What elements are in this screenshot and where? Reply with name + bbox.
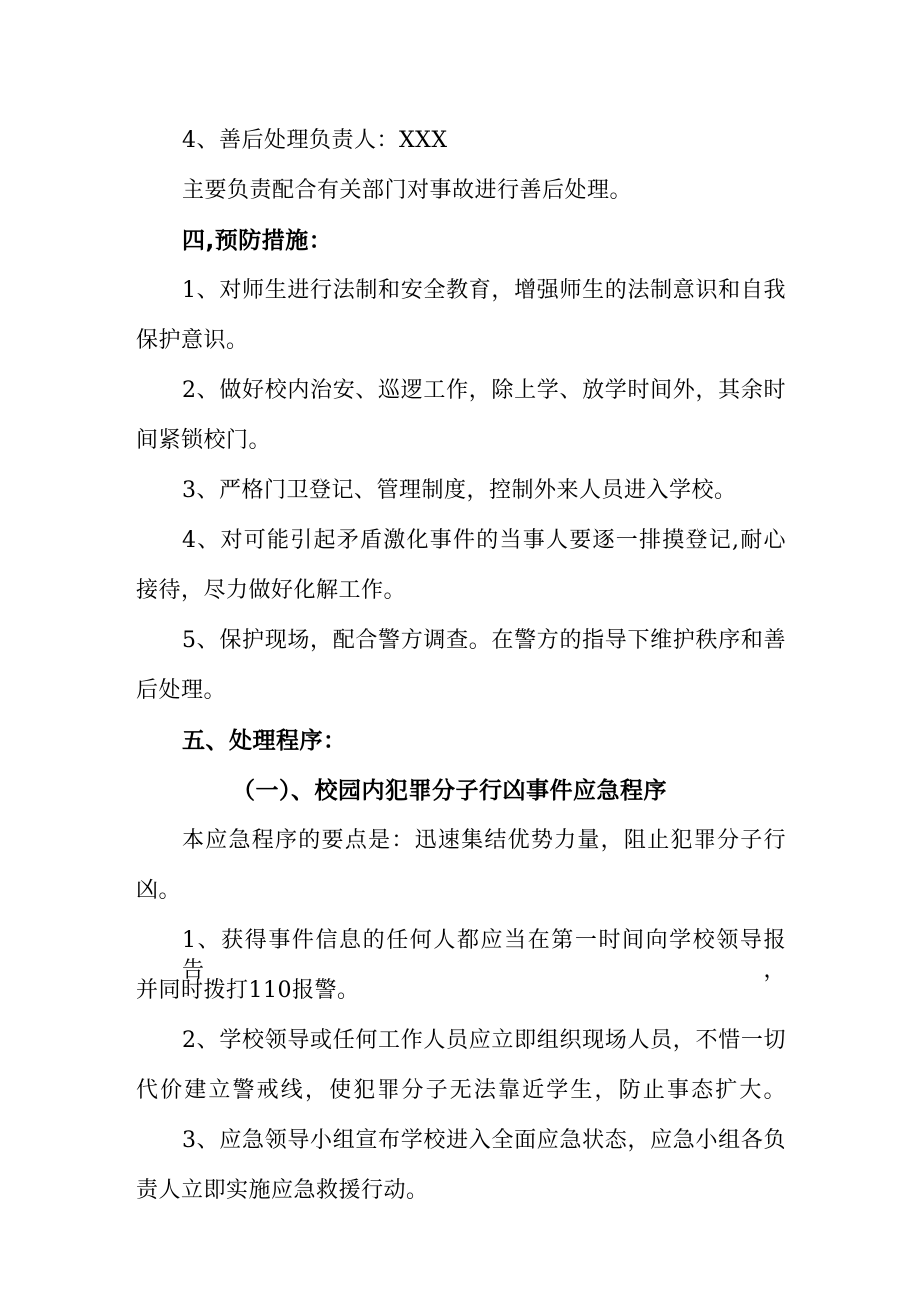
procedure-intro-line-2: 凶。 — [136, 878, 182, 903]
prevention-item-5-line-1: 5、保护现场，配合警方调查。在警方的指导下维护秩序和善 — [182, 628, 786, 653]
prevention-item-2-line-1: 2、做好校内治安、巡逻工作，除上学、放学时间外，其余时 — [182, 378, 786, 403]
section-5-heading: 五、处理程序： — [182, 728, 347, 754]
prevention-item-3-line-1: 3、严格门卫登记、管理制度，控制外来人员进入学校。 — [182, 478, 737, 503]
prevention-item-2-line-2: 间紧锁校门。 — [136, 428, 272, 453]
procedure-step-2-line-2: 代价建立警戒线，使犯罪分子无法靠近学生，防止事态扩大。 — [136, 1078, 786, 1103]
prevention-item-1-line-1: 1、对师生进行法制和安全教育，增强师生的法制意识和自我 — [182, 278, 786, 303]
procedure-step-2-line-1: 2、学校领导或任何工作人员应立即组织现场人员，不惜一切 — [182, 1028, 786, 1053]
procedure-step-1-line-2: 并同时拨打110报警。 — [136, 978, 360, 1003]
prevention-item-4-line-2: 接待，尽力做好化解工作。 — [136, 578, 407, 603]
prevention-item-4-line-1: 4、对可能引起矛盾激化事件的当事人要逐一排摸登记,耐心 — [182, 528, 786, 553]
prevention-item-1-line-2: 保护意识。 — [136, 328, 249, 353]
responsible-4-line: 4、善后处理负责人：XXX — [182, 128, 448, 153]
prevention-item-5-line-2: 后处理。 — [136, 678, 227, 703]
subsection-1-heading: （一）、校园内犯罪分子行凶事件应急程序 — [232, 778, 667, 804]
procedure-step-3-line-1: 3、应急领导小组宣布学校进入全面应急状态，应急小组各负 — [182, 1128, 786, 1153]
procedure-step-1-line-1: 1、获得事件信息的任何人都应当在第一时间向学校领导报告， — [182, 928, 786, 983]
procedure-step-3-line-2: 责人立即实施应急救援行动。 — [136, 1178, 429, 1203]
section-4-heading: 四,预防措施： — [182, 228, 333, 254]
responsible-4-description: 主要负责配合有关部门对事故进行善后处理。 — [182, 178, 633, 203]
procedure-intro-line-1: 本应急程序的要点是：迅速集结优势力量，阻止犯罪分子行 — [182, 828, 786, 853]
